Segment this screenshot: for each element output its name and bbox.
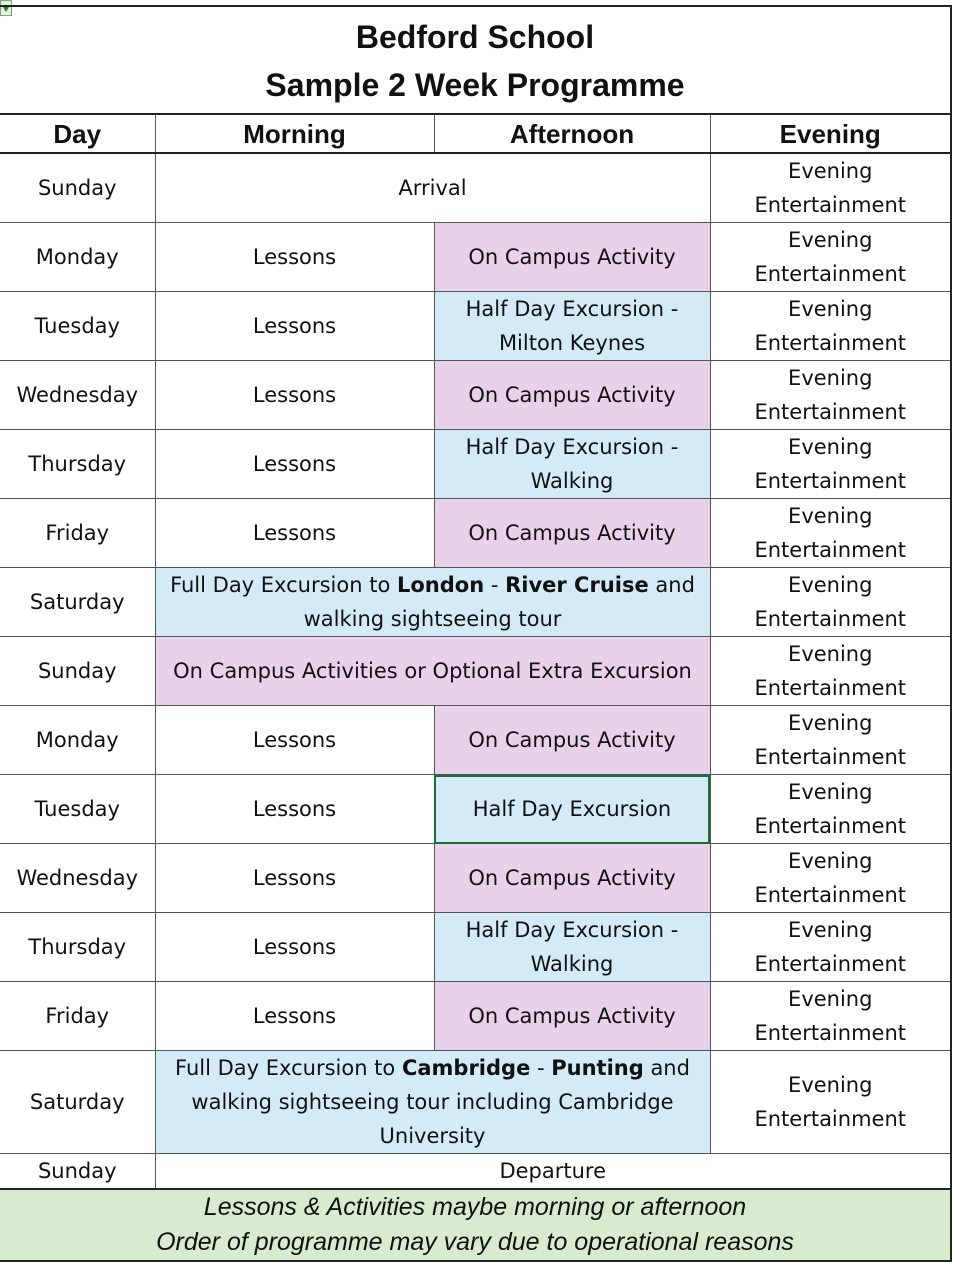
header-evening[interactable]: Evening [710,115,950,153]
day-cell[interactable]: Monday [0,223,155,292]
table-row [0,1154,950,1190]
afternoon-cell[interactable]: On Campus Activity [434,844,710,913]
excursion-destination: London [396,573,485,597]
afternoon-cell[interactable]: Half Day Excursion - Walking [434,430,710,499]
afternoon-cell[interactable]: On Campus Activity [434,223,710,292]
excursion-text: Full Day Excursion to [170,573,397,597]
afternoon-cell[interactable]: On Campus Activity [434,982,710,1051]
table-row [0,982,950,1051]
morning-cell[interactable]: Lessons [155,499,434,568]
evening-cell[interactable]: Evening Entertainment [710,292,950,361]
table-row [0,706,950,775]
excursion-cell[interactable] [155,1051,710,1154]
evening-cell[interactable]: Evening Entertainment [710,361,950,430]
day-cell[interactable]: Friday [0,499,155,568]
evening-cell[interactable]: Evening Entertainment [710,844,950,913]
table-row [0,153,950,223]
evening-cell[interactable]: Evening Entertainment [710,153,950,223]
table-row [0,499,950,568]
day-cell[interactable]: Tuesday [0,775,155,844]
evening-cell[interactable]: Evening Entertainment [710,499,950,568]
programme-table [0,115,950,1262]
page-title [0,7,950,115]
morning-cell[interactable]: Lessons [155,361,434,430]
header-row [0,115,950,153]
day-cell[interactable]: Wednesday [0,844,155,913]
evening-cell[interactable]: Evening Entertainment [710,430,950,499]
morning-cell[interactable]: Lessons [155,844,434,913]
morning-cell[interactable]: Lessons [155,292,434,361]
day-cell[interactable]: Wednesday [0,361,155,430]
header-morning[interactable]: Morning [155,115,434,153]
excursion-activity: River Cruise [505,573,649,597]
excursion-destination: Cambridge [401,1056,531,1080]
table-row [0,844,950,913]
footer-line: Lessons & Activities maybe morning or afternoon [203,1193,747,1221]
excursion-text: Full Day Excursion to [175,1056,402,1080]
evening-cell[interactable]: Evening Entertainment [710,706,950,775]
evening-cell[interactable]: Evening Entertainment [710,1051,950,1154]
merged-cell[interactable]: On Campus Activities or Optional Extra Excursion [155,637,710,706]
morning-cell[interactable]: Lessons [155,913,434,982]
morning-cell[interactable]: Lessons [155,430,434,499]
evening-cell[interactable]: Evening Entertainment [710,913,950,982]
header-day[interactable]: Day [0,115,155,153]
morning-cell[interactable]: Lessons [155,982,434,1051]
programme-sheet [0,5,952,1262]
excursion-text: and walking sightseeing tour including Cambridge University [191,1056,690,1148]
excursion-cell[interactable] [155,568,710,637]
excursion-separator: - [484,573,506,597]
footer-line: Order of programme may vary due to operational reasons [156,1228,794,1256]
day-cell[interactable]: Tuesday [0,292,155,361]
table-row [0,913,950,982]
afternoon-cell[interactable]: On Campus Activity [434,361,710,430]
day-cell[interactable]: Saturday [0,1051,155,1154]
table-row [0,292,950,361]
day-cell[interactable]: Sunday [0,153,155,223]
day-cell[interactable]: Thursday [0,430,155,499]
day-cell[interactable]: Saturday [0,568,155,637]
table-row [0,775,950,844]
table-row [0,223,950,292]
day-cell[interactable]: Sunday [0,637,155,706]
table-row [0,1051,950,1154]
table-row [0,568,950,637]
excursion-text: and walking sightseeing tour [303,573,695,631]
table-row [0,637,950,706]
excursion-activity: Punting [551,1056,644,1080]
afternoon-cell[interactable]: Half Day Excursion - Milton Keynes [434,292,710,361]
footer-row [0,1189,950,1261]
table-row [0,430,950,499]
title-programme: Sample 2 Week Programme [265,67,685,103]
evening-cell[interactable]: Evening Entertainment [710,568,950,637]
day-cell[interactable]: Sunday [0,1154,155,1190]
afternoon-cell[interactable]: On Campus Activity [434,706,710,775]
footer-note[interactable] [0,1189,950,1261]
morning-cell[interactable]: Lessons [155,223,434,292]
merged-cell[interactable]: Departure [155,1154,950,1190]
evening-cell[interactable]: Evening Entertainment [710,637,950,706]
day-cell[interactable]: Friday [0,982,155,1051]
evening-cell[interactable]: Evening Entertainment [710,775,950,844]
afternoon-cell-selected[interactable]: Half Day Excursion [434,775,710,844]
title-school: Bedford School [355,19,595,55]
day-cell[interactable]: Monday [0,706,155,775]
header-afternoon[interactable]: Afternoon [434,115,710,153]
evening-cell[interactable]: Evening Entertainment [710,223,950,292]
morning-cell[interactable]: Lessons [155,706,434,775]
morning-cell[interactable]: Lessons [155,775,434,844]
merged-cell[interactable]: Arrival [155,153,710,223]
table-row [0,361,950,430]
excursion-separator: - [530,1056,552,1080]
day-cell[interactable]: Thursday [0,913,155,982]
afternoon-cell[interactable]: Half Day Excursion - Walking [434,913,710,982]
evening-cell[interactable]: Evening Entertainment [710,982,950,1051]
afternoon-cell[interactable]: On Campus Activity [434,499,710,568]
